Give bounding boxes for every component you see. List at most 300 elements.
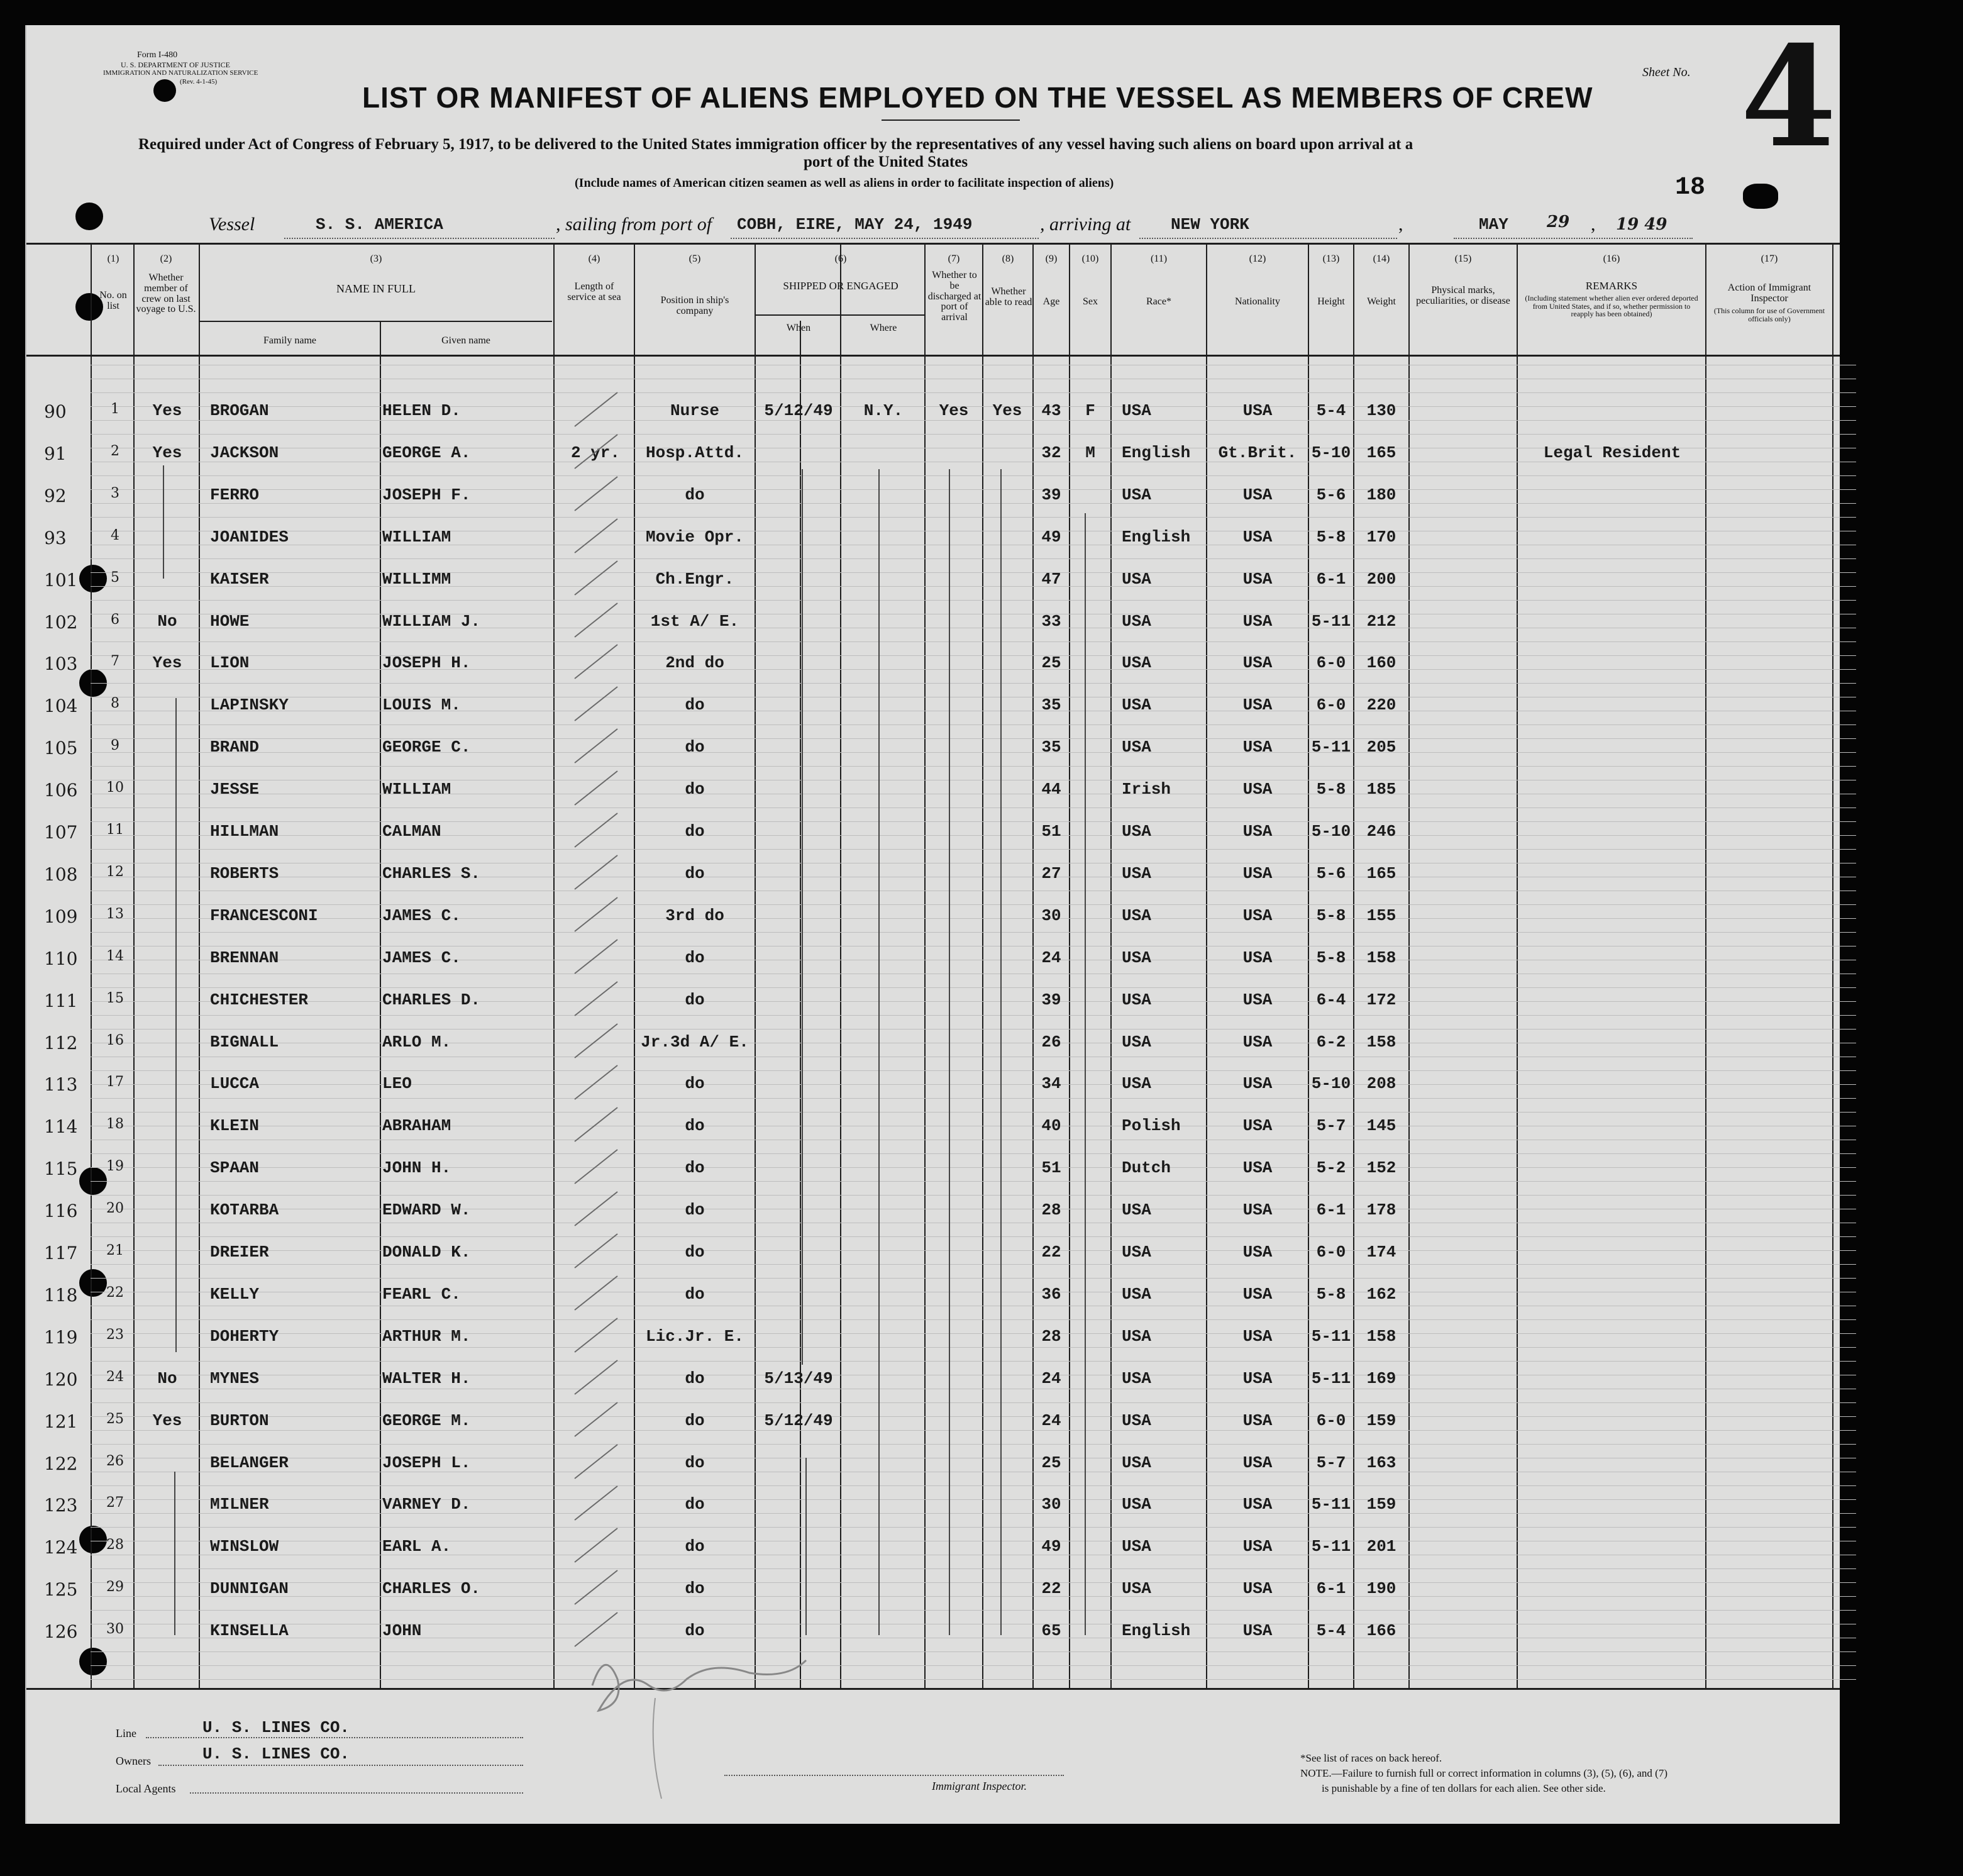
cell-race: USA bbox=[1122, 1411, 1151, 1430]
cell-age: 22 bbox=[1041, 1579, 1061, 1598]
cell-age: 65 bbox=[1041, 1621, 1061, 1640]
cell-given: JOHN bbox=[382, 1621, 422, 1640]
cell-position: Jr.3d A/ E. bbox=[641, 1033, 749, 1052]
cell-margin: 110 bbox=[44, 948, 78, 969]
cell-position: do bbox=[685, 1116, 705, 1135]
cell-family: KOTARBA bbox=[210, 1201, 279, 1219]
cell-family: DREIER bbox=[210, 1243, 269, 1262]
cell-position: do bbox=[685, 1158, 705, 1177]
cell-position: Ch.Engr. bbox=[655, 570, 734, 589]
cell-age: 43 bbox=[1041, 401, 1061, 420]
cell-no: 3 bbox=[111, 486, 119, 501]
cell-given: CHARLES D. bbox=[382, 991, 481, 1009]
cell-weight: 174 bbox=[1366, 1243, 1396, 1262]
cell-weight: 159 bbox=[1366, 1495, 1396, 1514]
cell-margin: 113 bbox=[44, 1074, 78, 1095]
cell-race: USA bbox=[1122, 570, 1151, 589]
cell-weight: 220 bbox=[1366, 696, 1396, 714]
cell-height: 6-2 bbox=[1316, 1033, 1346, 1052]
cell-margin: 122 bbox=[44, 1453, 78, 1474]
cell-race: English bbox=[1122, 528, 1191, 547]
cell-height: 5-7 bbox=[1316, 1116, 1346, 1135]
cell-given: HELEN D. bbox=[382, 401, 461, 420]
cell-family: LAPINSKY bbox=[210, 696, 289, 714]
cell-race: USA bbox=[1122, 1074, 1151, 1093]
cell-margin: 105 bbox=[44, 738, 78, 758]
cell-race: English bbox=[1122, 1621, 1191, 1640]
cell-given: JAMES C. bbox=[382, 906, 461, 925]
cell-position: Lic.Jr. E. bbox=[645, 1327, 744, 1346]
arriving-at: NEW YORK bbox=[1171, 215, 1249, 234]
col-last-voyage: Whether member of crew on last voyage to U.S. bbox=[136, 272, 196, 315]
cell-age: 44 bbox=[1041, 780, 1061, 799]
cell-margin: 103 bbox=[44, 653, 78, 674]
cell-margin: 125 bbox=[44, 1579, 78, 1600]
cell-nationality: USA bbox=[1242, 486, 1273, 504]
cell-family: SPAAN bbox=[210, 1158, 260, 1177]
cell-no: 30 bbox=[106, 1621, 124, 1637]
cell-height: 5-8 bbox=[1316, 780, 1346, 799]
cell-no: 9 bbox=[111, 738, 119, 753]
cell-family: BROGAN bbox=[210, 401, 269, 420]
cell-position: Movie Opr. bbox=[645, 528, 744, 547]
cell-position: do bbox=[685, 864, 705, 883]
subtitle: Required under Act of Congress of February 5, 1917, to be delivered to the United States immigration officer by the representatives of any vessel having such aliens on board upon arrival at a bbox=[138, 136, 1413, 153]
cell-margin: 92 bbox=[44, 486, 67, 506]
cell-age: 49 bbox=[1041, 1537, 1061, 1556]
cell-margin: 107 bbox=[44, 822, 78, 843]
cell-height: 5-7 bbox=[1316, 1453, 1346, 1472]
cell-position: do bbox=[685, 1495, 705, 1514]
col-sex: Sex bbox=[1083, 296, 1098, 307]
cell-nationality: USA bbox=[1242, 1158, 1273, 1177]
cell-no: 14 bbox=[106, 948, 124, 964]
cell-height: 5-11 bbox=[1311, 738, 1351, 757]
subtitle-note: (Include names of American citizen seamen as well as aliens in order to facilitate inspection of aliens) bbox=[575, 176, 1114, 190]
col-length-service: Length of service at sea bbox=[567, 281, 621, 302]
cell-position: do bbox=[685, 948, 705, 967]
cell-position: do bbox=[685, 1074, 705, 1093]
cell-family: BRAND bbox=[210, 738, 260, 757]
cell-position: do bbox=[685, 780, 705, 799]
cell-no: 25 bbox=[106, 1411, 124, 1427]
cell-family: KLEIN bbox=[210, 1116, 260, 1135]
cell-weight: 159 bbox=[1366, 1411, 1396, 1430]
cell-margin: 112 bbox=[44, 1033, 78, 1053]
cell-given: ARTHUR M. bbox=[382, 1327, 471, 1346]
cell-family: WINSLOW bbox=[210, 1537, 279, 1556]
cell-age: 35 bbox=[1041, 738, 1061, 757]
cell-nationality: USA bbox=[1242, 1201, 1273, 1219]
cell-weight: 170 bbox=[1366, 528, 1396, 547]
cell-family: BIGNALL bbox=[210, 1033, 279, 1052]
cell-nationality: USA bbox=[1242, 1285, 1273, 1304]
cell-family: KAISER bbox=[210, 570, 269, 589]
cell-weight: 208 bbox=[1366, 1074, 1396, 1093]
cell-nationality: USA bbox=[1242, 1411, 1273, 1430]
cell-position: 3rd do bbox=[665, 906, 724, 925]
cell-nationality: USA bbox=[1242, 780, 1273, 799]
cell-no: 13 bbox=[106, 906, 124, 922]
cell-family: MILNER bbox=[210, 1495, 269, 1514]
cell-height: 5-10 bbox=[1311, 822, 1351, 841]
cell-remarks: Legal Resident bbox=[1543, 443, 1681, 462]
cell-nationality: USA bbox=[1242, 822, 1273, 841]
cell-height: 6-0 bbox=[1316, 1243, 1346, 1262]
cell-position: do bbox=[685, 696, 705, 714]
cell-position: Hosp.Attd. bbox=[645, 443, 744, 462]
cell-margin: 93 bbox=[44, 528, 67, 548]
cell-margin: 114 bbox=[44, 1116, 78, 1137]
col-race: Race* bbox=[1146, 296, 1171, 307]
cell-age: 25 bbox=[1041, 653, 1061, 672]
cell-margin: 106 bbox=[44, 780, 78, 801]
cell-no: 1 bbox=[111, 401, 119, 417]
cell-weight: 169 bbox=[1366, 1369, 1396, 1388]
form-number: Form I-480 bbox=[137, 50, 178, 60]
cell-margin: 109 bbox=[44, 906, 78, 927]
cell-family: BRENNAN bbox=[210, 948, 279, 967]
cell-no: 17 bbox=[106, 1074, 124, 1090]
page-title: LIST OR MANIFEST OF ALIENS EMPLOYED ON THE VESSEL AS MEMBERS OF CREW bbox=[362, 81, 1593, 114]
cell-age: 47 bbox=[1041, 570, 1061, 589]
cell-age: 32 bbox=[1041, 443, 1061, 462]
cell-weight: 158 bbox=[1366, 1033, 1396, 1052]
cell-last: Yes bbox=[152, 1411, 182, 1430]
cell-no: 11 bbox=[106, 822, 124, 838]
cell-age: 35 bbox=[1041, 696, 1061, 714]
cell-age: 26 bbox=[1041, 1033, 1061, 1052]
cell-family: HILLMAN bbox=[210, 822, 279, 841]
cell-given: EDWARD W. bbox=[382, 1201, 471, 1219]
cell-weight: 190 bbox=[1366, 1579, 1396, 1598]
cell-height: 5-6 bbox=[1316, 486, 1346, 504]
cell-race: USA bbox=[1122, 1579, 1151, 1598]
cell-no: 27 bbox=[106, 1495, 124, 1511]
col-shipped-engaged: SHIPPED OR ENGAGED bbox=[783, 280, 899, 292]
local-agents-label: Local Agents bbox=[116, 1782, 176, 1795]
cell-height: 5-11 bbox=[1311, 1327, 1351, 1346]
cell-weight: 145 bbox=[1366, 1116, 1396, 1135]
cell-race: Dutch bbox=[1122, 1158, 1171, 1177]
cell-weight: 200 bbox=[1366, 570, 1396, 589]
vessel-name: S. S. AMERICA bbox=[316, 215, 443, 234]
cell-age: 24 bbox=[1041, 948, 1061, 967]
col-shipped-where: Where bbox=[870, 323, 897, 333]
col-age: Age bbox=[1042, 296, 1060, 307]
cell-when: 5/12/49 bbox=[764, 1411, 833, 1430]
cell-height: 5-11 bbox=[1311, 1369, 1351, 1388]
cell-position: do bbox=[685, 1285, 705, 1304]
cell-nationality: USA bbox=[1242, 653, 1273, 672]
cell-age: 51 bbox=[1041, 1158, 1061, 1177]
cell-age: 24 bbox=[1041, 1411, 1061, 1430]
cell-given: LEO bbox=[382, 1074, 412, 1093]
cell-weight: 201 bbox=[1366, 1537, 1396, 1556]
cell-race: USA bbox=[1122, 1453, 1151, 1472]
cell-age: 22 bbox=[1041, 1243, 1061, 1262]
cell-age: 36 bbox=[1041, 1285, 1061, 1304]
cell-nationality: USA bbox=[1242, 1579, 1273, 1598]
cell-no: 10 bbox=[106, 780, 124, 796]
cell-family: KELLY bbox=[210, 1285, 260, 1304]
cell-sex: F bbox=[1085, 401, 1095, 420]
cell-margin: 126 bbox=[44, 1621, 78, 1642]
cell-no: 4 bbox=[111, 528, 119, 543]
cell-nationality: USA bbox=[1242, 401, 1273, 420]
cell-race: USA bbox=[1122, 1537, 1151, 1556]
cell-margin: 124 bbox=[44, 1537, 78, 1558]
cell-position: do bbox=[685, 1411, 705, 1430]
cell-given: VARNEY D. bbox=[382, 1495, 471, 1514]
cell-position: 1st A/ E. bbox=[650, 612, 739, 631]
cell-position: do bbox=[685, 1201, 705, 1219]
sailing-from: COBH, EIRE, MAY 24, 1949 bbox=[737, 215, 973, 234]
races-note: *See list of races on back hereof. bbox=[1300, 1752, 1442, 1764]
cell-age: 51 bbox=[1041, 822, 1061, 841]
arrival-month: MAY bbox=[1479, 215, 1508, 234]
cell-no: 22 bbox=[106, 1285, 124, 1301]
cell-age: 49 bbox=[1041, 528, 1061, 547]
line-label: Line bbox=[116, 1727, 136, 1740]
cell-given: CALMAN bbox=[382, 822, 441, 841]
cell-height: 6-0 bbox=[1316, 696, 1346, 714]
cell-nationality: USA bbox=[1242, 991, 1273, 1009]
cell-margin: 115 bbox=[44, 1158, 78, 1179]
cell-nationality: USA bbox=[1242, 1453, 1273, 1472]
cell-weight: 246 bbox=[1366, 822, 1396, 841]
arrival-year: 19 49 bbox=[1616, 215, 1667, 234]
cell-nationality: USA bbox=[1242, 570, 1273, 589]
cell-weight: 155 bbox=[1366, 906, 1396, 925]
cell-margin: 108 bbox=[44, 864, 78, 885]
owners-value: U. S. LINES CO. bbox=[202, 1745, 350, 1763]
cell-margin: 104 bbox=[44, 696, 78, 716]
cell-family: DUNNIGAN bbox=[210, 1579, 289, 1598]
cell-given: DONALD K. bbox=[382, 1243, 471, 1262]
cell-age: 39 bbox=[1041, 991, 1061, 1009]
cell-margin: 101 bbox=[44, 570, 78, 591]
cell-position: do bbox=[685, 738, 705, 757]
line-value: U. S. LINES CO. bbox=[202, 1718, 350, 1737]
cell-no: 21 bbox=[106, 1243, 124, 1258]
cell-given: LOUIS M. bbox=[382, 696, 461, 714]
cell-last: Yes bbox=[152, 401, 182, 420]
cell-last: Yes bbox=[152, 653, 182, 672]
cell-race: USA bbox=[1122, 822, 1151, 841]
cell-given: WILLIMM bbox=[382, 570, 451, 589]
cell-nationality: USA bbox=[1242, 612, 1273, 631]
cell-height: 5-2 bbox=[1316, 1158, 1346, 1177]
cell-no: 29 bbox=[106, 1579, 124, 1595]
cell-no: 6 bbox=[111, 612, 119, 628]
sheet-number: 4 bbox=[1740, 15, 1837, 178]
cell-height: 5-8 bbox=[1316, 948, 1346, 967]
service: IMMIGRATION AND NATURALIZATION SERVICE bbox=[103, 69, 258, 77]
col-inspector-action: Action of Immigrant Inspector bbox=[1727, 282, 1811, 304]
cell-weight: 163 bbox=[1366, 1453, 1396, 1472]
cell-no: 7 bbox=[111, 653, 119, 669]
cell-race: USA bbox=[1122, 738, 1151, 757]
col-shipped-when: When bbox=[786, 323, 811, 333]
cell-position: do bbox=[685, 1537, 705, 1556]
cell-height: 5-4 bbox=[1316, 1621, 1346, 1640]
col-weight: Weight bbox=[1367, 296, 1396, 307]
cell-weight: 180 bbox=[1366, 486, 1396, 504]
col-height: Height bbox=[1317, 296, 1345, 307]
cell-height: 5-10 bbox=[1311, 443, 1351, 462]
cell-no: 24 bbox=[106, 1369, 124, 1385]
cell-where: N.Y. bbox=[863, 401, 904, 420]
cell-margin: 119 bbox=[44, 1327, 78, 1348]
cell-when: 5/12/49 bbox=[764, 401, 833, 420]
department: U. S. DEPARTMENT OF JUSTICE bbox=[121, 60, 230, 69]
cell-margin: 121 bbox=[44, 1411, 78, 1432]
cell-nationality: Gt.Brit. bbox=[1218, 443, 1297, 462]
cell-nationality: USA bbox=[1242, 1495, 1273, 1514]
cell-given: FEARL C. bbox=[382, 1285, 461, 1304]
cell-family: FRANCESCONI bbox=[210, 906, 318, 925]
handwritten-marks bbox=[26, 15, 1840, 1824]
cell-weight: 158 bbox=[1366, 1327, 1396, 1346]
cell-age: 27 bbox=[1041, 864, 1061, 883]
cell-weight: 172 bbox=[1366, 991, 1396, 1009]
cell-given: WALTER H. bbox=[382, 1369, 471, 1388]
cell-race: Irish bbox=[1122, 780, 1171, 799]
col-discharged: Whether to be discharged at port of arrival bbox=[927, 270, 982, 323]
cell-given: JOSEPH L. bbox=[382, 1453, 471, 1472]
cell-no: 28 bbox=[106, 1537, 124, 1553]
cell-given: GEORGE C. bbox=[382, 738, 471, 757]
cell-height: 5-6 bbox=[1316, 864, 1346, 883]
cell-position: do bbox=[685, 1621, 705, 1640]
cell-no: 19 bbox=[106, 1158, 124, 1174]
cell-race: USA bbox=[1122, 696, 1151, 714]
cell-weight: 185 bbox=[1366, 780, 1396, 799]
cell-last: No bbox=[157, 612, 177, 631]
cell-race: USA bbox=[1122, 864, 1151, 883]
cell-given: JOSEPH H. bbox=[382, 653, 471, 672]
cell-weight: 205 bbox=[1366, 738, 1396, 757]
col-remarks: REMARKS bbox=[1585, 280, 1638, 292]
cell-margin: 123 bbox=[44, 1495, 78, 1516]
cell-race: USA bbox=[1122, 612, 1151, 631]
cell-race: Polish bbox=[1122, 1116, 1181, 1135]
cell-nationality: USA bbox=[1242, 1369, 1273, 1388]
cell-family: LUCCA bbox=[210, 1074, 260, 1093]
col-able-to-read: Whether able to read bbox=[985, 286, 1032, 308]
cell-position: do bbox=[685, 1453, 705, 1472]
cell-nationality: USA bbox=[1242, 948, 1273, 967]
cell-no: 23 bbox=[106, 1327, 124, 1343]
cell-age: 34 bbox=[1041, 1074, 1061, 1093]
cell-age: 30 bbox=[1041, 1495, 1061, 1514]
cell-nationality: USA bbox=[1242, 1243, 1273, 1262]
cell-height: 5-10 bbox=[1311, 1074, 1351, 1093]
cell-weight: 212 bbox=[1366, 612, 1396, 631]
cell-position: do bbox=[685, 991, 705, 1009]
cell-no: 2 bbox=[111, 443, 119, 459]
cell-margin: 102 bbox=[44, 612, 78, 633]
cell-height: 5-11 bbox=[1311, 1495, 1351, 1514]
cell-race: USA bbox=[1122, 948, 1151, 967]
penalty-note: is punishable by a fine of ten dollars for each alien. See other side. bbox=[1322, 1782, 1606, 1794]
cell-last: No bbox=[157, 1369, 177, 1388]
cell-sex: M bbox=[1085, 443, 1095, 462]
cell-height: 5-8 bbox=[1316, 528, 1346, 547]
cell-family: MYNES bbox=[210, 1369, 260, 1388]
cell-height: 6-1 bbox=[1316, 570, 1346, 589]
owners-label: Owners bbox=[116, 1755, 151, 1767]
penalty-note: NOTE.—Failure to furnish full or correct information in columns (3), (5), (6), and (7) bbox=[1300, 1767, 1667, 1779]
revision: (Rev. 4-1-45) bbox=[180, 78, 218, 86]
cell-no: 5 bbox=[111, 570, 119, 586]
cell-given: JOHN H. bbox=[382, 1158, 451, 1177]
cell-no: 12 bbox=[106, 864, 124, 880]
cell-race: USA bbox=[1122, 1369, 1151, 1388]
cell-family: KINSELLA bbox=[210, 1621, 289, 1640]
cell-age: 24 bbox=[1041, 1369, 1061, 1388]
cell-family: FERRO bbox=[210, 486, 260, 504]
cell-no: 20 bbox=[106, 1201, 124, 1216]
cell-race: USA bbox=[1122, 906, 1151, 925]
cell-age: 40 bbox=[1041, 1116, 1061, 1135]
cell-nationality: USA bbox=[1242, 864, 1273, 883]
cell-height: 6-4 bbox=[1316, 991, 1346, 1009]
cell-family: JOANIDES bbox=[210, 528, 289, 547]
cell-position: do bbox=[685, 1243, 705, 1262]
sailing-label: , sailing from port of bbox=[556, 214, 712, 235]
cell-position: do bbox=[685, 1369, 705, 1388]
cell-given: ABRAHAM bbox=[382, 1116, 451, 1135]
col-given-name: Given name bbox=[441, 335, 490, 346]
cell-height: 6-0 bbox=[1316, 1411, 1346, 1430]
cell-race: USA bbox=[1122, 401, 1151, 420]
cell-position: 2nd do bbox=[665, 653, 724, 672]
cell-race: English bbox=[1122, 443, 1191, 462]
cell-age: 28 bbox=[1041, 1201, 1061, 1219]
cell-age: 28 bbox=[1041, 1327, 1061, 1346]
cell-given: WILLIAM bbox=[382, 528, 451, 547]
immigrant-inspector-label: Immigrant Inspector. bbox=[932, 1780, 1027, 1792]
cell-discharged: Yes bbox=[939, 401, 969, 420]
col-inspector-note: (This column for use of Government officials only) bbox=[1713, 306, 1825, 323]
cell-margin: 90 bbox=[44, 401, 67, 422]
cell-age: 33 bbox=[1041, 612, 1061, 631]
cell-no: 26 bbox=[106, 1453, 124, 1469]
cell-race: USA bbox=[1122, 653, 1151, 672]
cell-nationality: USA bbox=[1242, 906, 1273, 925]
cell-family: DOHERTY bbox=[210, 1327, 279, 1346]
cell-family: LION bbox=[210, 653, 250, 672]
cell-height: 5-8 bbox=[1316, 1285, 1346, 1304]
cell-family: ROBERTS bbox=[210, 864, 279, 883]
manifest-sheet: Form I-480 U. S. DEPARTMENT OF JUSTICE IMMIGRATION AND NATURALIZATION SERVICE (Rev. 4-1-45) Sheet No. 4 LIST OR MANIFEST OF ALIENS EMPLOYED ON THE VESSEL AS MEMBERS OF CREW Required under Act of Congress of February 5, 1917, to be delivered to the United States immigration officer by the representatives of any vessel having such aliens on board upon arrival at a port of the United States (Include names of American citizen seamen as well as aliens in order to facilitate inspection of aliens) 18 Vessel S. S. AMERICA , sailing from port of COBH, EIRE, MAY 24, 1949 , arriving at NEW YORK , MAY 29 , 19 49 (1) No. on list (2) Whether member of crew on last voyage to U.S. (3) NAME IN FULL Family name Given name (4) Length of service at sea (5) Position in ship's company (6) SHIPPED OR ENGAGED When Where (7) Whether to be discharged at port of arrival (8) Whether able to read (9) Age (10) Sex (11) Race* (12) Nationality (13) Height (14) Weight (15) Physical marks, peculiarities, or disease (16) REMARKS (Including statement whether alien ever ordered deported from United States, and if so, whether permission to reapply has been obtained) (17) Action of Immigrant Inspector (This column for use of Government officials only) 90 1 Yes BROGAN HELEN D. Nurse 5/12/49 N.Y. Yes Yes 43 F USA USA 5-4 130 91 2 Yes JACKSON GEORGE A. 2 yr. Hosp.Attd. 32 M English Gt.Brit. 5-10 165 Legal Resident 92 3 FERRO JOSEPH F. do 39 USA USA 5-6 180 93 4 JOANIDES WILLIAM Movie Opr. 49 English USA 5-8 170 101 5 KAISER WILLIMM Ch.Engr. 47 USA USA 6-1 200 102 6 No HOWE WILLIAM J. 1st A/ E. 33 USA USA 5-11 212 103 7 Yes LION JOSEPH H. 2nd do 25 USA USA 6-0 160 104 8 LAPINSKY LOUIS M. do 35 USA USA 6-0 220 105 9 BRAND GEORGE C. do 35 USA USA 5-11 205 106 10 JESSE WILLIAM do 44 Irish USA 5-8 185 107 11 HILLMAN CALMAN do 51 USA USA 5-10 246 108 12 ROBERTS CHARLES S. do 27 USA USA 5-6 165 109 13 FRANCESCONI JAMES C. 3rd do 30 USA USA 5-8 155 110 14 BRENNAN JAMES C. do 24 USA USA 5-8 158 111 15 CHICHESTER CHARLES D. do 39 USA USA 6-4 172 112 16 BIGNALL ARLO M. Jr.3d A/ E. 26 USA USA 6-2 158 113 17 LUCCA LEO do 34 USA USA 5-10 208 114 18 KLEIN ABRAHAM do 40 Polish USA 5-7 145 115 19 SPAAN JOHN H. do 51 Dutch USA 5-2 152 116 20 KOTARBA EDWARD W. do 28 USA USA 6-1 178 117 21 DREIER DONALD K. do 22 USA USA 6-0 174 118 22 KELLY FEARL C. do 36 USA USA 5-8 162 119 23 DOHERTY ARTHUR M. Lic.Jr. E. 28 USA USA 5-11 158 120 24 No MYNES WALTER H. do 5/13/49 24 USA USA 5-11 169 121 25 Yes BURTON GEORGE M. do 5/12/49 24 USA USA 6-0 159 122 26 BELANGER JOSEPH L. do 25 USA USA 5-7 163 123 27 MILNER VARNEY D. do 30 USA USA 5-11 159 124 28 WINSLOW EARL A. do 49 USA USA 5-11 201 125 29 DUNNIGAN CHARLES O. do 22 USA USA 6-1 190 126 30 KINSELLA JOHN do 65 English USA 5-4 166 Line U. S. LINES CO. Owners U. S. LINES CO. Local Agents Immigrant Inspector. *See list of races on back hereof. NOTE.—Failure to furnish full or correct information in columns (3), (5), (6), and (7) is punishable by a fine of ten dollars for each alien. See other side. bbox=[25, 25, 1840, 1824]
cell-height: 5-8 bbox=[1316, 906, 1346, 925]
cell-weight: 162 bbox=[1366, 1285, 1396, 1304]
cell-nationality: USA bbox=[1242, 1116, 1273, 1135]
arrival-day: 29 bbox=[1547, 213, 1570, 231]
cell-race: USA bbox=[1122, 1201, 1151, 1219]
cell-position: Nurse bbox=[670, 401, 719, 420]
cell-when: 5/13/49 bbox=[764, 1369, 833, 1388]
cell-weight: 165 bbox=[1366, 864, 1396, 883]
cell-nationality: USA bbox=[1242, 1621, 1273, 1640]
cell-weight: 152 bbox=[1366, 1158, 1396, 1177]
cell-family: HOWE bbox=[210, 612, 250, 631]
cell-race: USA bbox=[1122, 1495, 1151, 1514]
cell-race: USA bbox=[1122, 1033, 1151, 1052]
